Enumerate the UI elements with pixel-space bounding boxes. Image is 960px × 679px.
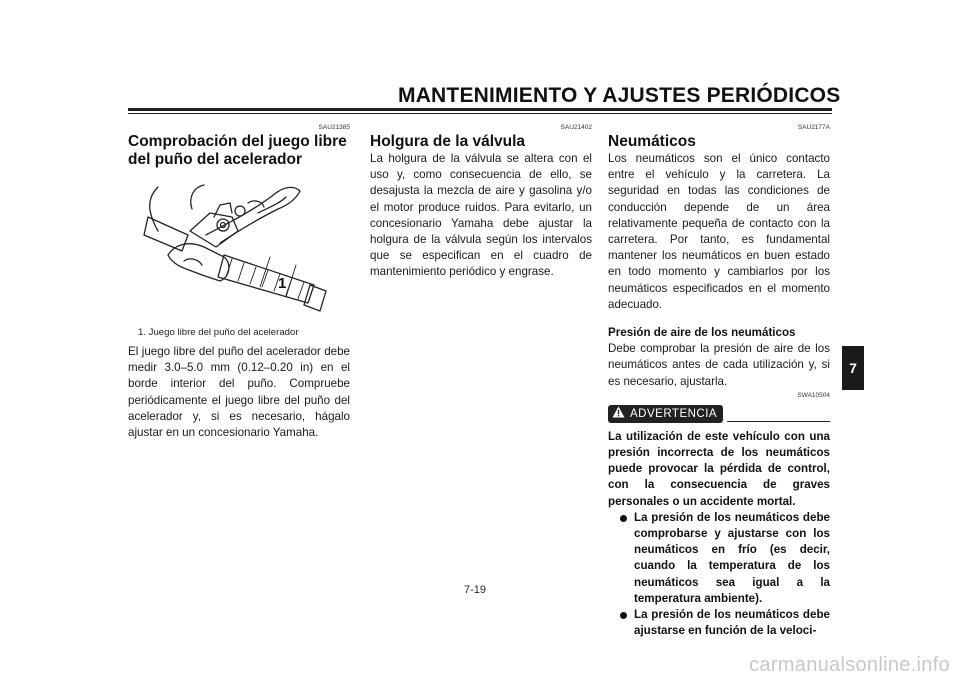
chapter-tab[interactable]: 7 <box>842 346 864 390</box>
list-item: La presión de los neumáticos debe ajustarse en función de la veloci- <box>620 607 830 639</box>
figure-callout-1: 1 <box>278 275 287 292</box>
handlebar-drawing <box>128 173 350 323</box>
section-body: El juego libre del puño del acelerador debe medir 3.0–5.0 mm (0.12–0.20 in) en el borde interior del puño. Compruebe periódicamente el juego libre del puño del acelerador y, si es necesario, hágalo ajustar en un concesionario Yamaha. <box>128 345 350 440</box>
throttle-grip-illustration <box>128 173 350 323</box>
header-rule-thin <box>128 113 832 114</box>
page-number: 7-19 <box>464 584 487 596</box>
warning-bullets <box>608 510 830 640</box>
section-code: SAU2177A <box>797 124 830 131</box>
column-throttle <box>128 122 350 441</box>
bullet-dot-icon <box>620 612 627 619</box>
watermark: carmanualsonline.info <box>749 654 950 676</box>
warning-header <box>608 405 830 423</box>
list-item: La presión de los neumáticos debe comprobarse y ajustarse con los neumáticos en frío (es decir, cuando la temperatura de los neumáticos sea igual a la temperatura ambiente). <box>620 510 830 607</box>
header-rule-thick <box>128 108 832 111</box>
warning-text: La utilización de este vehículo con una presión incorrecta de los neumáticos puede provocar la pérdida de control, con la consecuencia de graves personales o un accidente mortal. <box>608 429 830 508</box>
section-heading: Neumáticos <box>608 133 696 150</box>
section-body: La holgura de la válvula se altera con el uso y, como consecuencia de ello, se desajusta la mezcla de aire y gasolina y/o el motor produce ruidos. Para evitarlo, un concesionario Yamaha debe ajustar la holgura de la válvula según los intervalos que se especifican en el cuadro de mantenimiento periódico y engrase. <box>370 152 592 279</box>
section-heading: Comprobación del juego libre del puño del acelerador <box>128 133 347 168</box>
warning-triangle-icon <box>612 405 625 423</box>
page-title: MANTENIMIENTO Y AJUSTES PERIÓDICOS <box>398 84 841 107</box>
section-body: Los neumáticos son el único contacto entre el vehículo y la carretera. La seguridad en todas las condiciones de conducción depende de un área relativamente pequeña de contacto con la carretera. Por tanto, es fundamental mantener los neumáticos en buen estado en todo momento y cambiarlos por los neumáticos especificados en el momento adecuado. <box>608 152 830 311</box>
warning-badge <box>608 405 723 423</box>
column-tires <box>608 122 830 639</box>
figure-caption: 1. Juego libre del puño del acelerador <box>138 327 299 338</box>
section-heading: Holgura de la válvula <box>370 133 526 150</box>
warning-code: SWA10504 <box>797 391 830 399</box>
tire-pressure-body: Debe comprobar la presión de aire de los neumáticos antes de cada utilización y, si es necesario, ajustarla. <box>608 342 830 388</box>
column-valve <box>370 122 592 281</box>
warning-rule <box>727 421 830 422</box>
subheading-tire-pressure: Presión de aire de los neumáticos <box>608 326 796 340</box>
bullet-dot-icon <box>620 515 627 522</box>
warning-label: ADVERTENCIA <box>630 407 718 420</box>
section-code: SAU21385 <box>318 124 350 131</box>
section-code: SAU21402 <box>560 124 592 131</box>
